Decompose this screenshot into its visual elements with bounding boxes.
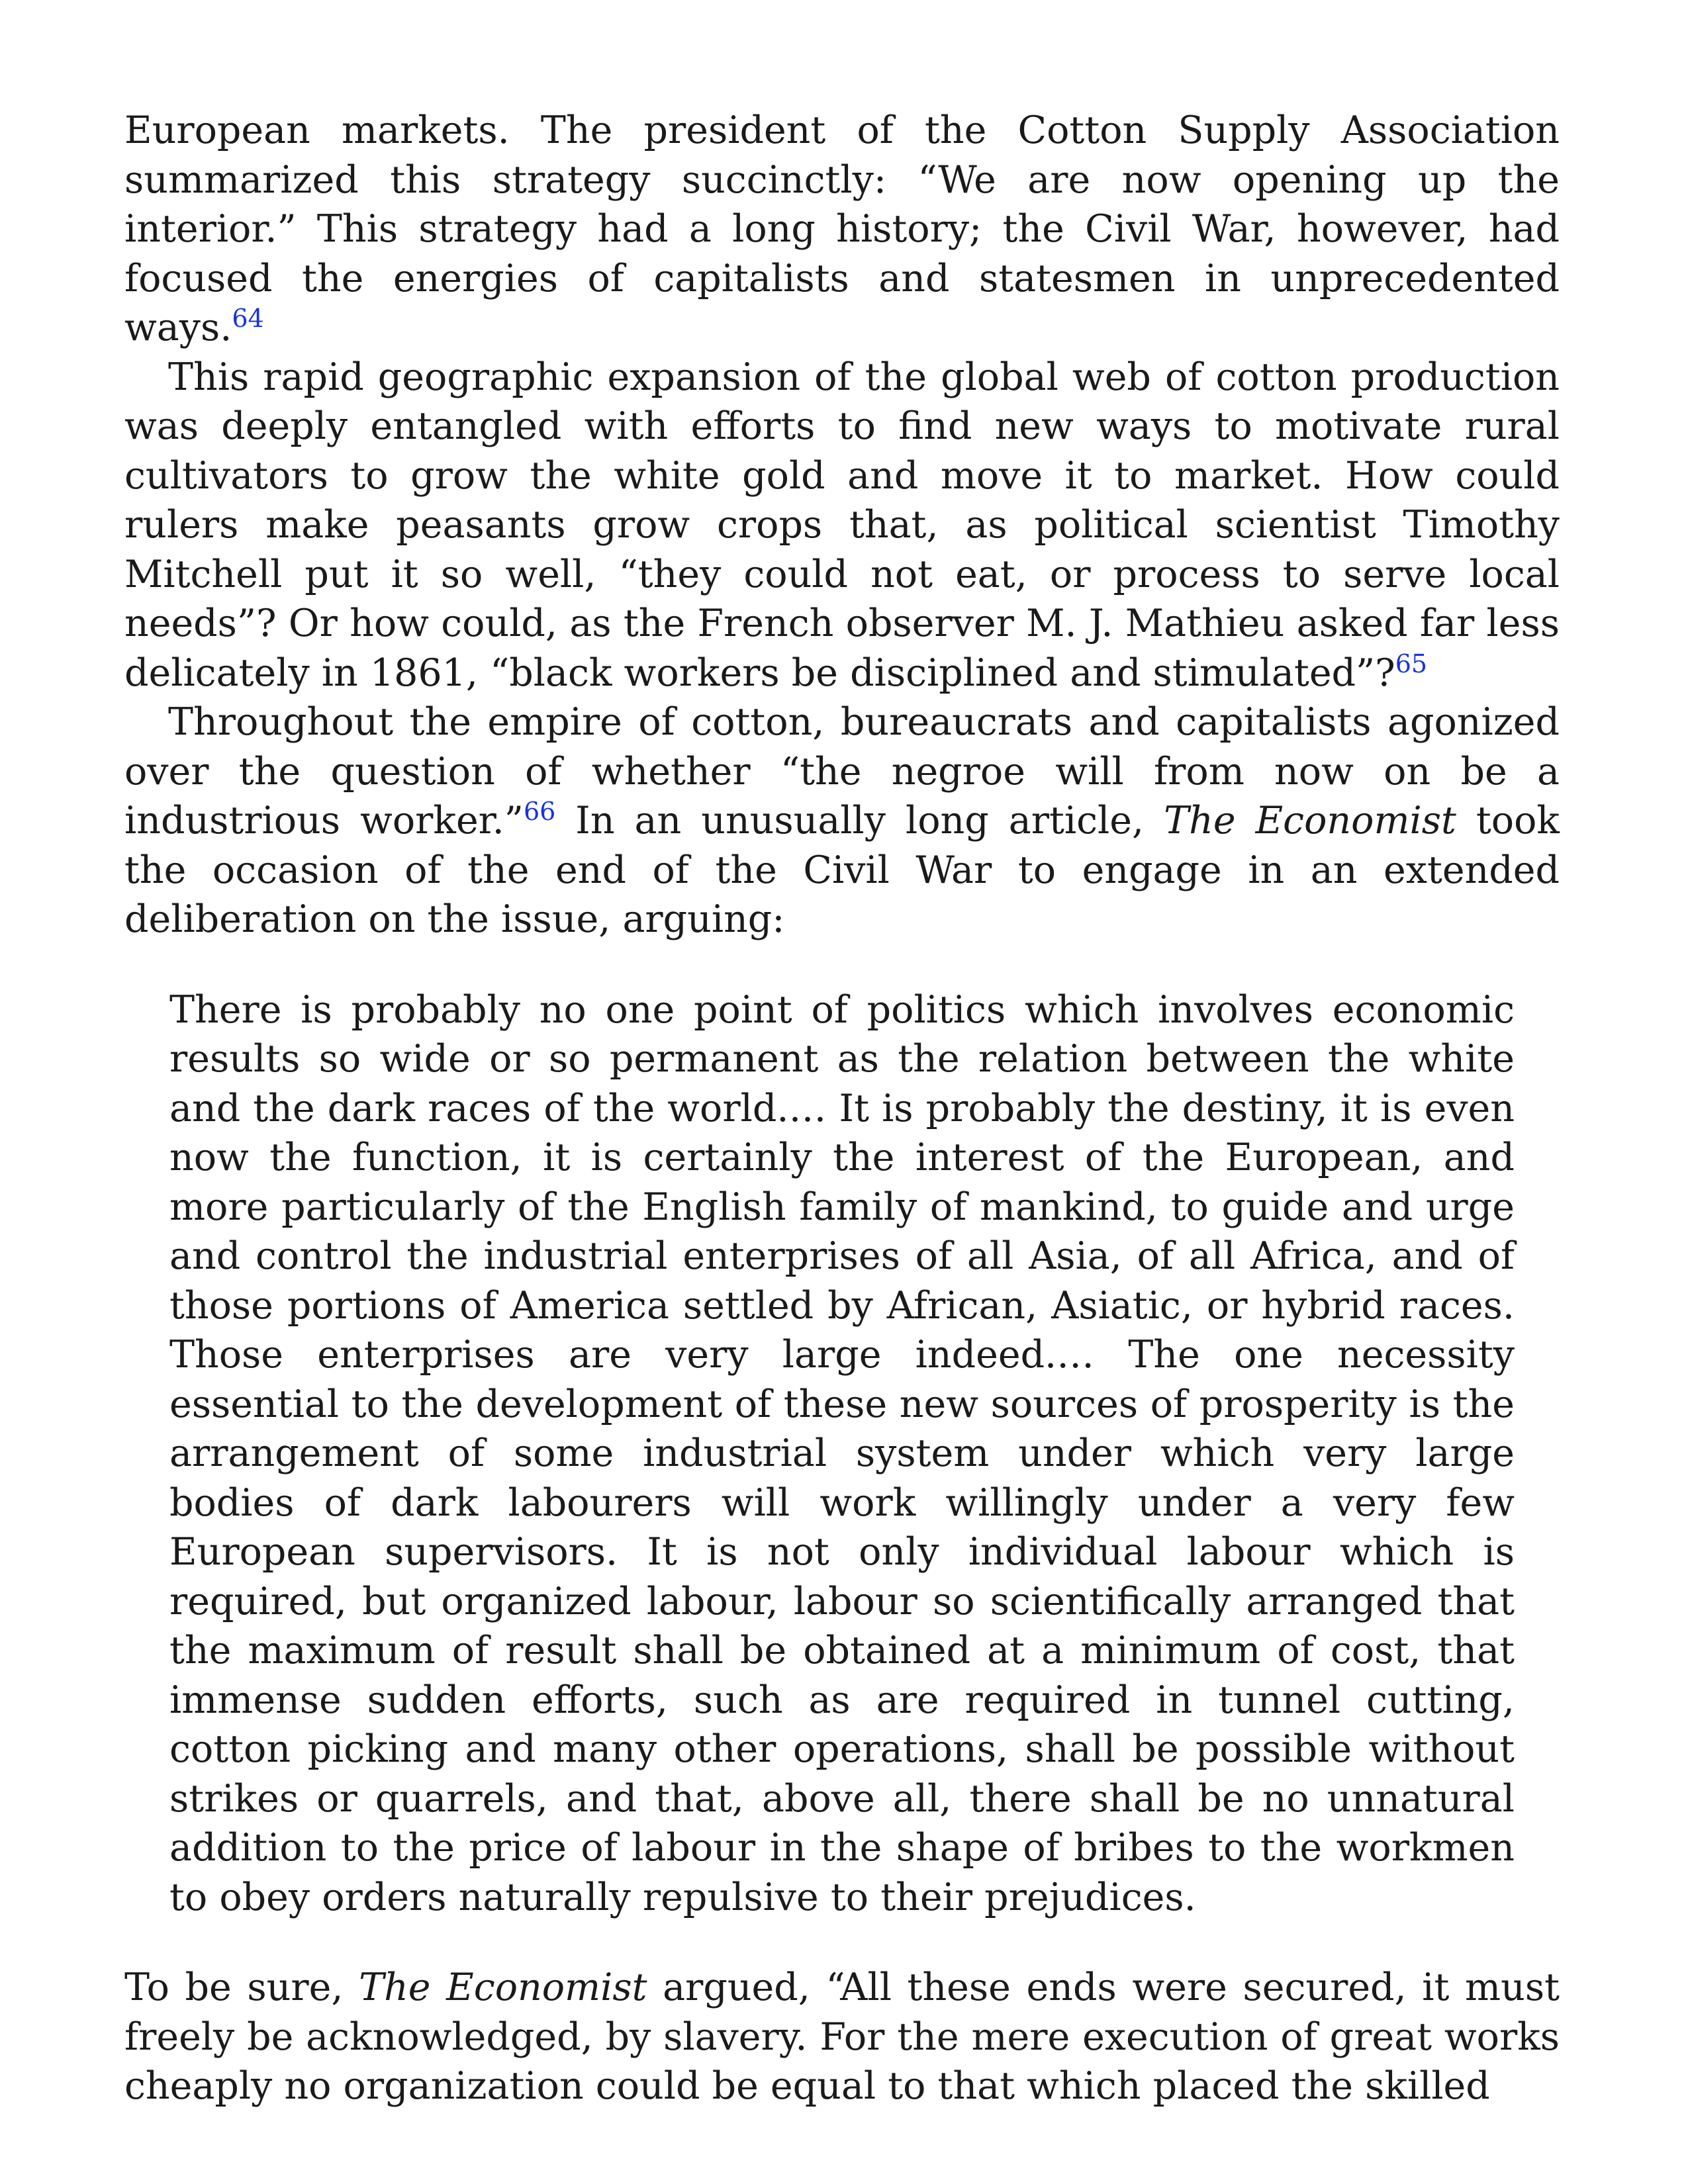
page-body xyxy=(124,106,1560,2111)
publication-title: The Economist xyxy=(1164,799,1456,842)
footnote-link-65[interactable]: 65 xyxy=(1395,649,1428,678)
footnote-link-64[interactable]: 64 xyxy=(232,304,264,333)
paragraph-text: European markets. The president of the Cotton Supply Association summarized this strategy succinctly: “We are now opening up the interior.” This strategy had a long history; the Civil War, however, had focused the energies of capitalists and statesmen in unprecedented ways. xyxy=(124,109,1560,349)
publication-title: The Economist xyxy=(359,1966,647,2009)
footnote-link-66[interactable]: 66 xyxy=(523,797,556,826)
paragraph-text: took the occasion of the end of the Civil War to engage in an extended deliberation on the issue, arguing: xyxy=(124,799,1560,941)
paragraph-text: Throughout the empire of cotton, bureaucrats and capitalists agonized over the question of whether “the negroe will from now on be a industrious worker.” xyxy=(124,700,1560,842)
paragraph-text: argued, “All these ends were secured, it must freely be acknowledged, by slavery. For the mere execution of great works cheaply no organization could be equal to that which placed the skilled xyxy=(124,1966,1560,2108)
paragraph-text: To be sure, xyxy=(124,1966,359,2009)
paragraph-text: In an unusually long article, xyxy=(555,799,1164,842)
paragraph-empire xyxy=(124,698,1560,944)
block-quote: There is probably no one point of politics which involves economic results so wide or so permanent as the relation between the white and the dark races of the world.… It is probably the destiny, it is even now the function, it is certainly the interest of the European, and more particularly of the English family of mankind, to guide and urge and control the industrial enterprises of all Asia, of all Africa, and of those portions of America settled by African, Asiatic, or hybrid races. Those enterprises are very large indeed.… The one necessity essential to the development of these new sources of prosperity is the arrangement of some industrial system under which very large bodies of dark labourers will work willingly under a very few European supervisors. It is not only individual labour which is required, but organized labour, labour so scientifically arranged that the maximum of result shall be obtained at a minimum of cost, that immense sudden efforts, such as are required in tunnel cutting, cotton picking and many other operations, shall be possible without strikes or quarrels, and that, above all, there shall be no unnatural addition to the price of labour in the shape of bribes to the workmen to obey orders naturally repulsive to their prejudices. xyxy=(169,987,1515,1919)
paragraph-expansion xyxy=(124,353,1560,698)
paragraph-text: This rapid geographic expansion of the global web of cotton production was deeply entangled with efforts to find new ways to motivate rural cultivators to grow the white gold and move it to market. How could rulers make peasants grow crops that, as political scientist Timothy Mitchell put it so well, “they could not eat, or process to serve local needs”? Or how could, as the French observer M. J. Mathieu asked far less delicately in 1861, “black workers be disciplined and stimulated”? xyxy=(124,355,1560,695)
paragraph-continued xyxy=(124,106,1560,353)
paragraph-closing xyxy=(124,1963,1560,2111)
